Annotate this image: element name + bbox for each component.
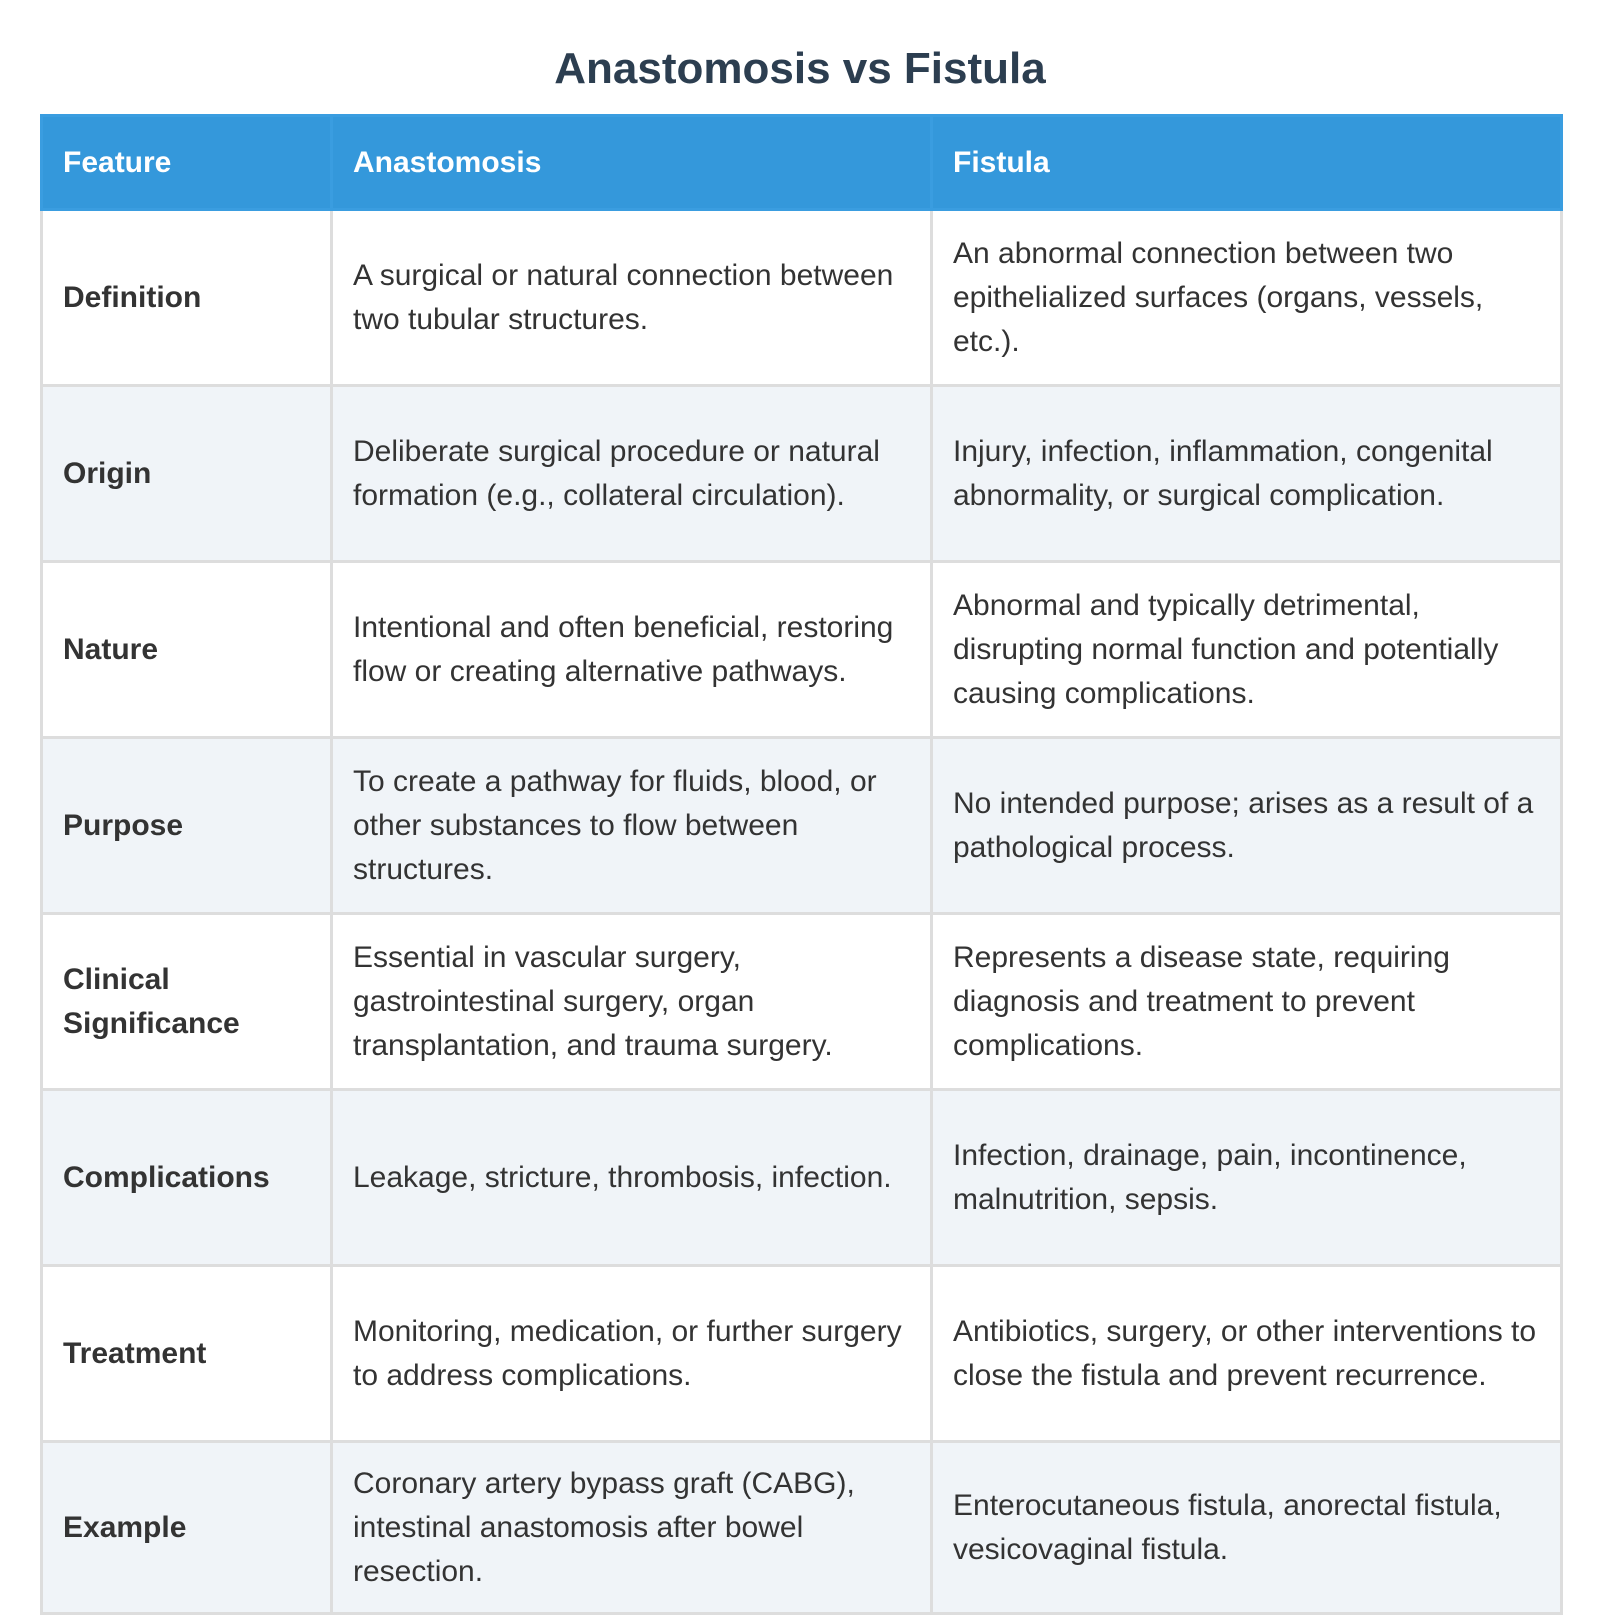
feature-cell: Origin — [42, 386, 332, 562]
feature-cell: Nature — [42, 562, 332, 738]
anastomosis-cell: Monitoring, medication, or further surgery to address complications. — [332, 1266, 932, 1442]
table-row — [42, 562, 1562, 738]
header-row — [42, 116, 1562, 210]
table-row — [42, 386, 1562, 562]
fistula-cell: No intended purpose; arises as a result of a pathological process. — [932, 738, 1562, 914]
feature-cell: Clinical Significance — [42, 914, 332, 1090]
feature-cell: Complications — [42, 1090, 332, 1266]
table-row — [42, 1442, 1562, 1614]
anastomosis-cell: A surgical or natural connection between two tubular structures. — [332, 210, 932, 386]
feature-cell: Example — [42, 1442, 332, 1614]
page-title: Anastomosis vs Fistula — [554, 44, 1046, 93]
feature-cell: Purpose — [42, 738, 332, 914]
table-row — [42, 210, 1562, 386]
fistula-cell: Abnormal and typically detrimental, disrupting normal function and potentially causing complications. — [932, 562, 1562, 738]
table-header — [42, 116, 1562, 210]
anastomosis-cell: Deliberate surgical procedure or natural formation (e.g., collateral circulation). — [332, 386, 932, 562]
table-row — [42, 1266, 1562, 1442]
fistula-cell: Injury, infection, inflammation, congenital abnormality, or surgical complication. — [932, 386, 1562, 562]
anastomosis-cell: Essential in vascular surgery, gastrointestinal surgery, organ transplantation, and trauma surgery. — [332, 914, 932, 1090]
fistula-cell: Represents a disease state, requiring diagnosis and treatment to prevent complications. — [932, 914, 1562, 1090]
anastomosis-cell: Leakage, stricture, thrombosis, infection. — [332, 1090, 932, 1266]
fistula-cell: Infection, drainage, pain, incontinence, malnutrition, sepsis. — [932, 1090, 1562, 1266]
table-body — [42, 210, 1562, 1614]
fistula-cell: Antibiotics, surgery, or other interventions to close the fistula and prevent recurrence. — [932, 1266, 1562, 1442]
anastomosis-cell: To create a pathway for fluids, blood, or other substances to flow between structures. — [332, 738, 932, 914]
anastomosis-cell: Coronary artery bypass graft (CABG), intestinal anastomosis after bowel resection. — [332, 1442, 932, 1614]
table-row — [42, 1090, 1562, 1266]
column-header-feature: Feature — [42, 116, 332, 210]
column-header-anastomosis: Anastomosis — [332, 116, 932, 210]
feature-cell: Definition — [42, 210, 332, 386]
table-row — [42, 914, 1562, 1090]
anastomosis-cell: Intentional and often beneficial, restoring flow or creating alternative pathways. — [332, 562, 932, 738]
table-row — [42, 738, 1562, 914]
feature-cell: Treatment — [42, 1266, 332, 1442]
fistula-cell: Enterocutaneous fistula, anorectal fistula, vesicovaginal fistula. — [932, 1442, 1562, 1614]
column-header-fistula: Fistula — [932, 116, 1562, 210]
fistula-cell: An abnormal connection between two epithelialized surfaces (organs, vessels, etc.). — [932, 210, 1562, 386]
comparison-table — [40, 114, 1563, 1615]
